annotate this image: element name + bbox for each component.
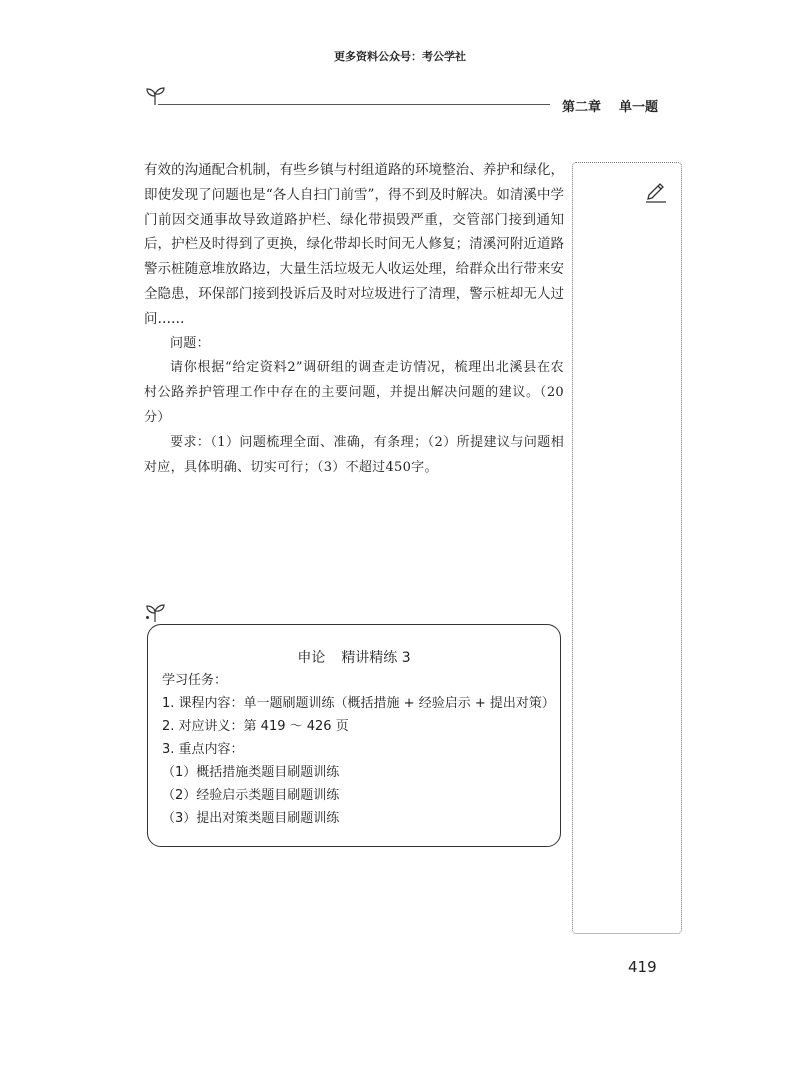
- task-line: （2）经验启示类题目刷题训练: [162, 788, 340, 803]
- requirements-text: 要求：（1）问题梳理全面、准确，有条理；（2）所提建议与问题相对应，具体明确、切实可行；（3）不超过450字。: [144, 434, 564, 475]
- task-line: 1. 课程内容：单一题刷题训练（概括措施 + 经验启示 + 提出对策）: [162, 696, 555, 711]
- sprout-icon: [144, 84, 166, 106]
- chapter-name: 单一题: [619, 100, 659, 115]
- notes-panel: [572, 162, 682, 934]
- task-box-title: [148, 647, 560, 667]
- chapter-title: [562, 96, 658, 115]
- page-number: 419: [628, 958, 657, 976]
- study-task-box: [147, 624, 561, 847]
- task-line: 3. 重点内容：: [162, 742, 244, 757]
- task-line: （3）提出对策类题目刷题训练: [162, 811, 340, 826]
- question-text: 请你根据“给定资料2”调研组的调查走访情况，梳理出北溪县在农村公路养护管理工作中存在的主要问题，并提出解决问题的建议。（20分）: [144, 360, 564, 425]
- task-line: （1）概括措施类题目刷题训练: [162, 765, 340, 780]
- task-lines: [162, 669, 555, 830]
- header-rule: [158, 104, 550, 105]
- chapter-number: 第二章: [562, 100, 602, 115]
- body-text: [144, 158, 564, 480]
- task-line: 2. 对应讲义：第 419 ～ 426 页: [162, 719, 349, 734]
- box-dot: [146, 616, 149, 619]
- sprout-icon: [144, 601, 166, 623]
- task-title-subject: 申论: [297, 650, 326, 666]
- task-heading: 学习任务：: [162, 673, 228, 688]
- task-title-session: 精讲精练 3: [341, 650, 411, 666]
- question-label: 问题：: [170, 335, 210, 351]
- top-note: 更多资料公众号：考公学社: [334, 50, 466, 63]
- pencil-icon: [643, 177, 669, 203]
- paragraph-material: 有效的沟通配合机制，有些乡镇与村组道路的环境整治、养护和绿化，即使发现了问题也是“各人自扫门前雪”，得不到及时解决。如清溪中学门前因交通事故导致道路护栏、绿化带损毁严重，交管部门接到通知后，护栏及时得到了更换，绿化带却长时间无人修复；清溪河附近道路警示桩随意堆放路边，大量生活垃圾无人收运处理，给群众出行带来安全隐患，环保部门接到投诉后及时对垃圾进行了清理，警示桩却无人过问……: [144, 162, 564, 327]
